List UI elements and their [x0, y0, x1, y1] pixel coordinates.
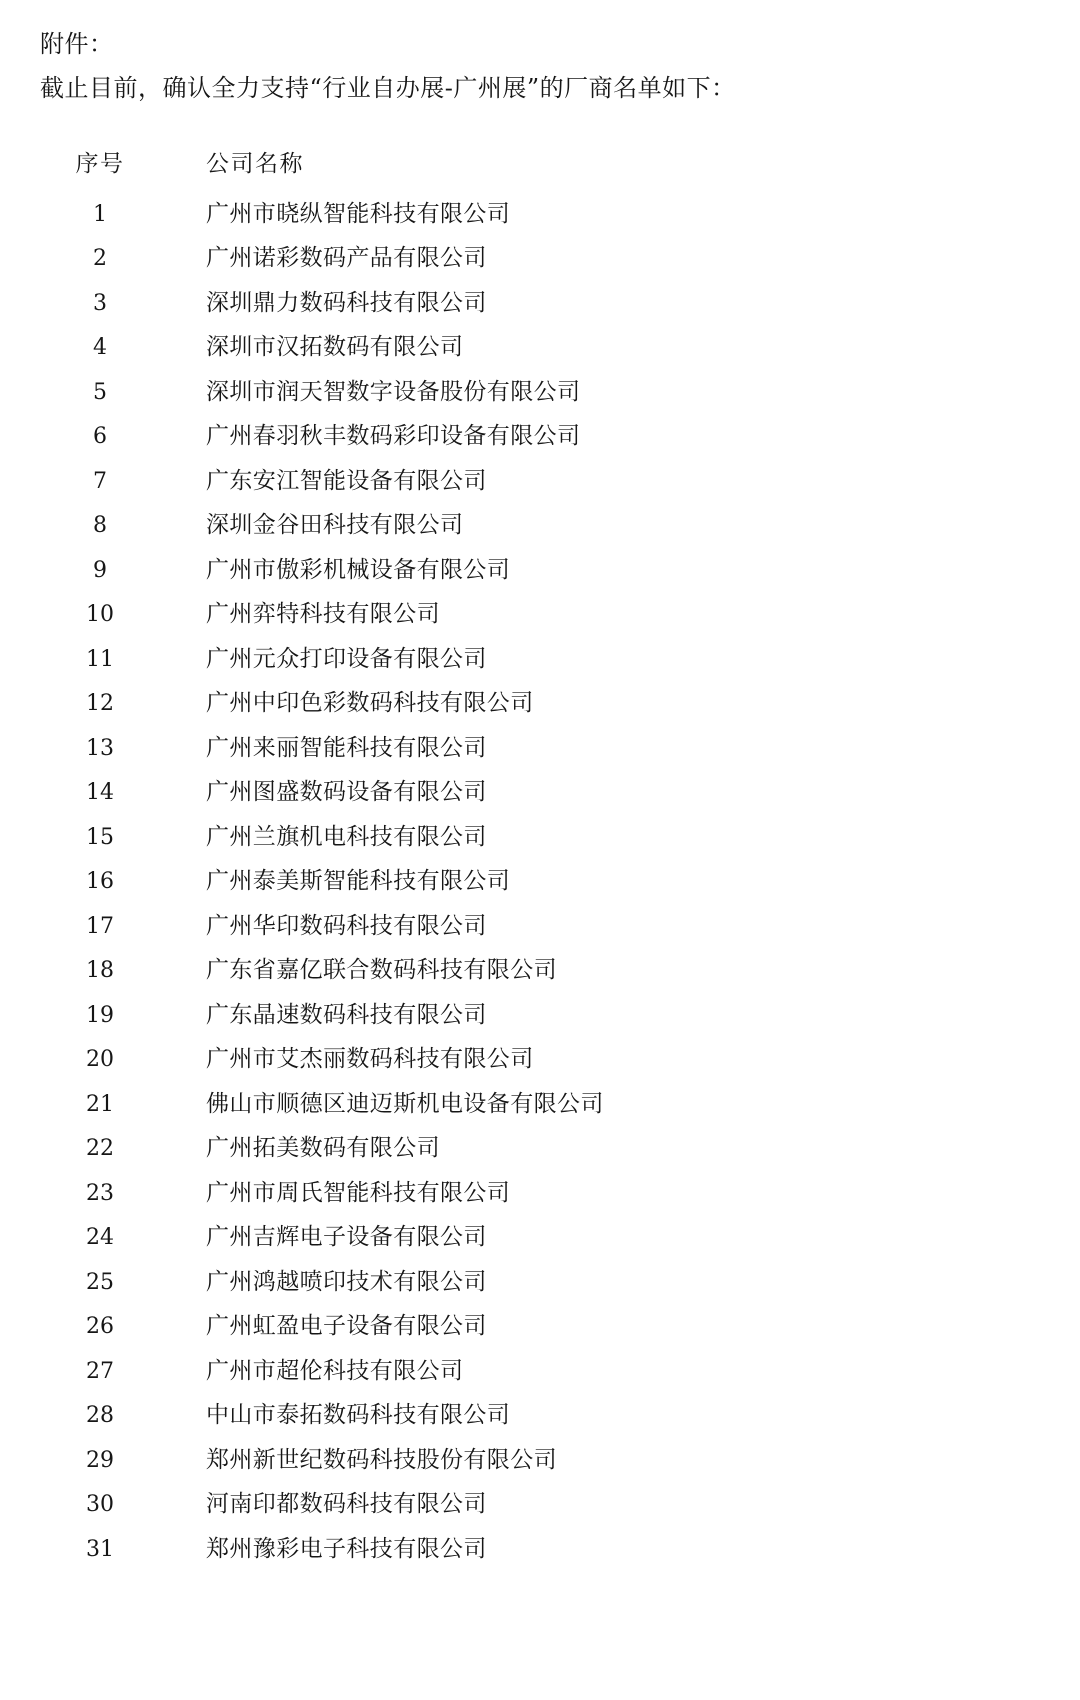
table-row	[40, 328, 1040, 373]
row-company-name: 深圳市汉拓数码有限公司	[206, 334, 464, 361]
company-list-table	[40, 145, 1040, 1575]
row-index: 27	[86, 1358, 114, 1384]
row-index: 13	[86, 735, 114, 761]
row-index: 15	[86, 824, 114, 850]
row-company-name: 广州弈特科技有限公司	[206, 601, 440, 628]
row-company-name: 广州市艾杰丽数码科技有限公司	[206, 1046, 534, 1073]
row-index: 19	[86, 1002, 114, 1028]
row-index: 23	[86, 1180, 114, 1206]
row-company-name: 广州虹盈电子设备有限公司	[206, 1313, 487, 1340]
row-company-name: 广州拓美数码有限公司	[206, 1135, 440, 1162]
table-header-row	[40, 145, 1040, 195]
row-company-name: 广东安江智能设备有限公司	[206, 467, 487, 494]
table-row	[40, 1307, 1040, 1352]
row-company-name: 广东晶速数码科技有限公司	[206, 1001, 487, 1028]
row-index: 5	[93, 379, 107, 405]
table-row	[40, 1218, 1040, 1263]
row-index: 1	[93, 201, 107, 227]
row-index: 26	[86, 1314, 114, 1340]
row-index: 20	[86, 1047, 114, 1073]
row-index: 21	[86, 1091, 114, 1117]
row-company-name: 深圳鼎力数码科技有限公司	[206, 289, 487, 316]
table-row	[40, 1085, 1040, 1130]
row-index: 2	[93, 246, 107, 272]
table-row	[40, 373, 1040, 418]
table-row	[40, 684, 1040, 729]
row-company-name: 广州市晓纵智能科技有限公司	[206, 200, 511, 227]
row-company-name: 广州泰美斯智能科技有限公司	[206, 868, 511, 895]
row-company-name: 广州元众打印设备有限公司	[206, 645, 487, 672]
row-index: 11	[86, 646, 114, 672]
row-index: 22	[86, 1136, 114, 1162]
table-row	[40, 951, 1040, 996]
row-company-name: 广州来丽智能科技有限公司	[206, 734, 487, 761]
table-row	[40, 1352, 1040, 1397]
row-index: 18	[86, 958, 114, 984]
row-index: 28	[86, 1403, 114, 1429]
table-row	[40, 239, 1040, 284]
attachment-label: 附件：	[40, 30, 114, 58]
row-index: 24	[86, 1225, 114, 1251]
table-row	[40, 551, 1040, 596]
row-company-name: 佛山市顺德区迪迈斯机电设备有限公司	[206, 1090, 604, 1117]
table-row	[40, 907, 1040, 952]
row-index: 8	[93, 513, 107, 539]
table-row	[40, 1174, 1040, 1219]
row-company-name: 广州市周氏智能科技有限公司	[206, 1179, 511, 1206]
table-row	[40, 1396, 1040, 1441]
row-company-name: 河南印都数码科技有限公司	[206, 1491, 487, 1518]
row-company-name: 广州市傲彩机械设备有限公司	[206, 556, 511, 583]
table-row	[40, 462, 1040, 507]
row-company-name: 广州中印色彩数码科技有限公司	[206, 690, 534, 717]
row-company-name: 广州兰旗机电科技有限公司	[206, 823, 487, 850]
table-row	[40, 506, 1040, 551]
row-index: 3	[93, 290, 107, 316]
table-row	[40, 417, 1040, 462]
row-company-name: 郑州豫彩电子科技有限公司	[206, 1535, 487, 1562]
row-company-name: 广州市超伦科技有限公司	[206, 1357, 464, 1384]
row-index: 14	[86, 780, 114, 806]
row-index: 12	[86, 691, 114, 717]
table-row	[40, 195, 1040, 240]
row-index: 9	[93, 557, 107, 583]
row-index: 29	[86, 1447, 114, 1473]
table-row	[40, 1530, 1040, 1575]
table-row	[40, 773, 1040, 818]
row-company-name: 深圳金谷田科技有限公司	[206, 512, 464, 539]
table-row	[40, 729, 1040, 774]
intro-block	[40, 22, 1040, 111]
table-row	[40, 640, 1040, 685]
row-company-name: 广州诺彩数码产品有限公司	[206, 245, 487, 272]
row-company-name: 中山市泰拓数码科技有限公司	[206, 1402, 511, 1429]
intro-sentence: 截止目前，确认全力支持“行业自办展-广州展”的厂商名单如下：	[40, 74, 736, 103]
row-index: 31	[86, 1536, 114, 1562]
table-row	[40, 1129, 1040, 1174]
row-company-name: 广州华印数码科技有限公司	[206, 912, 487, 939]
table-row	[40, 818, 1040, 863]
row-company-name: 广州吉辉电子设备有限公司	[206, 1224, 487, 1251]
row-index: 7	[93, 468, 107, 494]
table-row	[40, 1040, 1040, 1085]
table-row	[40, 996, 1040, 1041]
row-index: 25	[86, 1269, 114, 1295]
table-row	[40, 1441, 1040, 1486]
row-company-name: 深圳市润天智数字设备股份有限公司	[206, 378, 581, 405]
table-row	[40, 1263, 1040, 1308]
row-index: 10	[86, 602, 114, 628]
table-row	[40, 595, 1040, 640]
row-company-name: 广州春羽秋丰数码彩印设备有限公司	[206, 423, 581, 450]
row-company-name: 广州鸿越喷印技术有限公司	[206, 1268, 487, 1295]
row-index: 6	[93, 424, 107, 450]
row-company-name: 广州图盛数码设备有限公司	[206, 779, 487, 806]
row-index: 16	[86, 869, 114, 895]
row-index: 17	[86, 913, 114, 939]
column-header-company: 公司名称	[206, 150, 304, 177]
row-index: 4	[93, 335, 107, 361]
row-index: 30	[86, 1492, 114, 1518]
row-company-name: 郑州新世纪数码科技股份有限公司	[206, 1446, 557, 1473]
table-row	[40, 284, 1040, 329]
row-company-name: 广东省嘉亿联合数码科技有限公司	[206, 957, 557, 984]
table-row	[40, 862, 1040, 907]
table-row	[40, 1485, 1040, 1530]
column-header-index: 序号	[75, 150, 125, 177]
